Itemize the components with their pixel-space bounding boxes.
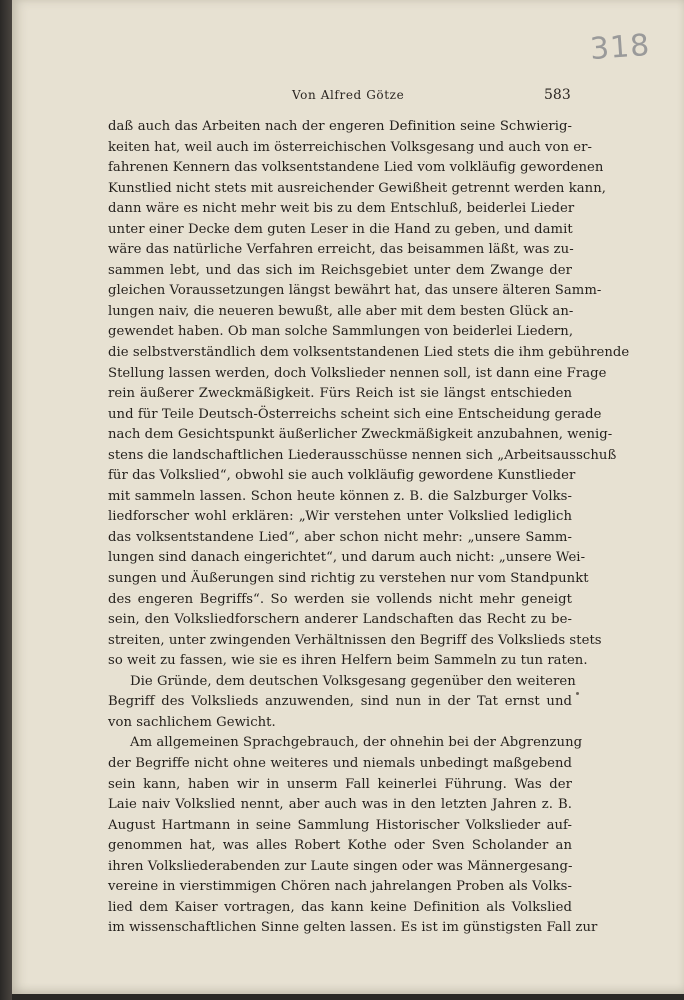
text-line: unter einer Decke dem guten Leser in die Hand zu geben, und damit bbox=[108, 221, 573, 237]
text-line: der Begriffe nicht ohne weiteres und niemals unbedingt maßgebend bbox=[108, 755, 572, 771]
text-line: Laie naiv Volkslied nennt, aber auch was in den letzten Jahren z. B. bbox=[108, 797, 572, 813]
text-line: stens die landschaftlichen Liederausschüsse nennen sich „Arbeitsausschuß bbox=[108, 447, 617, 463]
text-line: wäre das natürliche Verfahren erreicht, das beisammen läßt, was zu- bbox=[108, 242, 574, 258]
text-line: Stellung lassen werden, doch Volkslieder nennen soll, ist dann eine Frage bbox=[108, 365, 607, 381]
running-title: Von Alfred Götze bbox=[292, 88, 405, 102]
page-number: 583 bbox=[544, 87, 571, 103]
text-line: Am allgemeinen Sprachgebrauch, der ohnehin bei der Abgrenzung bbox=[130, 735, 583, 751]
text-line: Die Gründe, dem deutschen Volksgesang gegenüber den weiteren bbox=[130, 673, 576, 689]
text-line: Begriff des Volkslieds anzuwenden, sind nun in der Tat ernst und bbox=[108, 694, 572, 710]
text-line: rein äußerer Zweckmäßigkeit. Fürs Reich ist sie längst entschieden bbox=[108, 386, 572, 402]
book-spine-edge bbox=[0, 0, 12, 1000]
text-line: für das Volkslied“, obwohl sie auch volkläufig gewordene Kunstlieder bbox=[108, 468, 576, 484]
text-line: so weit zu fassen, wie sie es ihren Helfern beim Sammeln zu tun raten. bbox=[108, 653, 588, 669]
text-line: vereine in vierstimmigen Chören nach jahrelangen Proben als Volks- bbox=[108, 879, 572, 895]
text-line: lungen naiv, die neueren bewußt, alle aber mit dem besten Glück an- bbox=[108, 303, 574, 319]
text-line: keiten hat, weil auch im österreichischen Volksgesang und auch von er- bbox=[108, 139, 592, 155]
text-line: die selbstverständlich dem volksentstandenen Lied stets die ihm gebührende bbox=[108, 345, 630, 361]
text-line: daß auch das Arbeiten nach der engeren Definition seine Schwierig- bbox=[108, 119, 572, 134]
text-line: August Hartmann in seine Sammlung Historischer Volkslieder auf- bbox=[108, 817, 572, 833]
text-line: lungen sind danach eingerichtet“, und darum auch nicht: „unsere Wei- bbox=[108, 550, 586, 566]
text-line: sein kann, haben wir in unserm Fall keinerlei Führung. Was der bbox=[108, 776, 572, 792]
text-line: streiten, unter zwingenden Verhältnissen den Begriff des Volkslieds stets bbox=[108, 632, 602, 648]
text-line: mit sammeln lassen. Schon heute können z. B. die Salzburger Volks- bbox=[108, 488, 572, 504]
text-line: sein, den Volksliedforschern anderer Landschaften das Recht zu be- bbox=[108, 612, 572, 628]
text-line: sungen und Äußerungen sind richtig zu verstehen nur vom Standpunkt bbox=[108, 571, 589, 587]
text-line: im wissenschaftlichen Sinne gelten lassen. Es ist im günstigsten Fall zur bbox=[108, 920, 598, 936]
text-line: nach dem Gesichtspunkt äußerlicher Zweckmäßigkeit anzubahnen, wenig- bbox=[108, 427, 613, 443]
text-line: das volksentstandene Lied“, aber schon nicht mehr: „unsere Samm- bbox=[108, 529, 572, 545]
text-line: und für Teile Deutsch-Österreichs scheint sich eine Entscheidung gerade bbox=[108, 406, 602, 422]
text-line: genommen hat, was alles Robert Kothe oder Sven Scholander an bbox=[108, 838, 572, 854]
text-line: sammen lebt, und das sich im Reichsgebiet unter dem Zwange der bbox=[108, 262, 572, 278]
body-text bbox=[108, 117, 630, 939]
text-line: fahrenen Kennern das volksentstandene Lied vom volkläufig gewordenen bbox=[108, 160, 604, 176]
text-line: lied dem Kaiser vortragen, das kann keine Definition als Volkslied bbox=[108, 899, 572, 915]
text-line: des engeren Begriffs“. So werden sie vollends nicht mehr geneigt bbox=[108, 591, 572, 607]
text-line: Kunstlied nicht stets mit ausreichender Gewißheit getrennt werden kann, bbox=[108, 180, 606, 196]
ink-speck bbox=[576, 692, 579, 695]
text-line: gewendet haben. Ob man solche Sammlungen von beiderlei Liedern, bbox=[108, 324, 574, 340]
handwritten-page-number: 318 bbox=[588, 27, 652, 68]
text-line: liedforscher wohl erklären: „Wir verstehen unter Volkslied lediglich bbox=[108, 509, 572, 525]
text-line: gleichen Voraussetzungen längst bewährt hat, das unsere älteren Samm- bbox=[108, 283, 602, 299]
text-line: von sachlichem Gewicht. bbox=[108, 714, 276, 730]
text-line: ihren Volksliederabenden zur Laute singen oder was Männergesang- bbox=[108, 858, 573, 874]
book-page bbox=[12, 0, 684, 994]
text-line: dann wäre es nicht mehr weit bis zu dem Entschluß, beiderlei Lieder bbox=[108, 201, 575, 217]
